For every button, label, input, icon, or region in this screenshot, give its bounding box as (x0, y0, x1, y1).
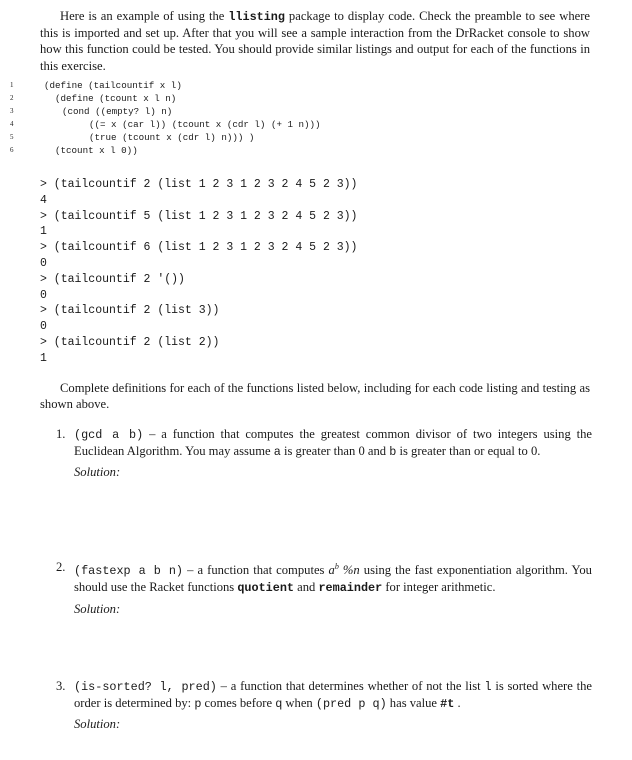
code-expr: (pred p q) (315, 697, 387, 712)
repl-input-line: > (tailcountif 2 (list 3)) (40, 304, 220, 318)
intro-text-1: Here is an example of using the (60, 9, 229, 23)
item-description: – a function that computes the greatest common divisor of two integers using the Euclidean Algorithm. You may assume (74, 427, 593, 459)
code-text: (true (tcount x (cdr l) n))) ) (89, 132, 255, 144)
code-var: b (389, 445, 397, 460)
code-var: q (275, 697, 283, 712)
repl-output-line: 0 (40, 288, 47, 302)
item-description: is sorted where the order is determined by: (74, 679, 593, 711)
code-text: (define (tailcountif x l) (44, 80, 182, 91)
repl-output-line: 1 (40, 351, 47, 365)
code-fn: quotient (237, 581, 294, 596)
exercise-item-2 (56, 559, 592, 617)
code-fn: remainder (318, 581, 383, 596)
line-number: 6 (10, 146, 14, 155)
repl-output-line: 0 (40, 320, 47, 334)
repl-output-line: 1 (40, 225, 47, 239)
code-text: (cond ((empty? l) n) (62, 106, 173, 118)
intro-paragraph (40, 8, 590, 74)
instructions-text: Complete definitions for each of the functions listed below, including for each code listing and testing as shown above. (40, 381, 590, 412)
repl-input-line: > (tailcountif 6 (list 1 2 3 1 2 3 2 4 5 2 3)) (40, 241, 358, 255)
function-signature: (gcd a b) (74, 428, 144, 442)
item-description: for integer arithmetic. (382, 580, 496, 595)
code-text: ((= x (car l)) (tcount x (cdr l) (+ 1 n))) (89, 119, 321, 131)
exercise-item-3 (56, 678, 592, 733)
item-number: 2. (56, 560, 66, 574)
item-number: 1. (56, 427, 66, 441)
item-description: is greater than 0 and (280, 444, 390, 459)
code-literal: #t (440, 697, 455, 712)
repl-input-line: > (tailcountif 2 '()) (40, 272, 185, 286)
instructions-paragraph (40, 380, 590, 412)
function-signature: (fastexp a b n) (74, 564, 183, 579)
line-number: 2 (10, 94, 14, 103)
code-text: (tcount x l 0)) (55, 145, 138, 157)
line-number: 4 (10, 120, 14, 129)
math-exponent: b (334, 562, 339, 571)
item-description: – a function that determines whether of not the list (216, 679, 485, 693)
item-description: when (282, 696, 316, 711)
math-modulus: %n (338, 563, 360, 578)
item-description: has value (386, 696, 441, 711)
line-number: 3 (10, 107, 14, 116)
repl-input-line: > (tailcountif 5 (list 1 2 3 1 2 3 2 4 5 2 3)) (40, 209, 358, 223)
line-number: 5 (10, 133, 14, 142)
package-name: llisting (228, 10, 285, 24)
repl-output (40, 177, 357, 367)
item-description: . (454, 696, 461, 711)
line-number: 1 (10, 81, 14, 89)
math-var: a (328, 563, 335, 578)
solution-label: Solution: (74, 465, 121, 480)
code-var: p (194, 697, 202, 712)
repl-input-line: > (tailcountif 2 (list 2)) (40, 335, 220, 349)
solution-label: Solution: (74, 601, 121, 616)
solution-label: Solution: (74, 717, 121, 732)
item-description: is greater than or equal to 0. (396, 444, 541, 459)
item-description: comes before (201, 696, 276, 711)
code-var: a (273, 445, 281, 460)
item-number: 3. (56, 679, 66, 693)
item-description: using the fast exponentiation algorithm. You should use the Racket functions (74, 563, 592, 595)
intro-text-2: package to display code. Check the preamble to see where this is imported and set up. After that you will see a sample interaction from the DrRacket console to show how this function could be tested. You should provide similar listings and output for each of the functions in this exercise. (40, 9, 590, 73)
item-description: – a function that computes (183, 563, 329, 578)
repl-output-line: 4 (40, 193, 47, 207)
repl-input-line: > (tailcountif 2 (list 1 2 3 1 2 3 2 4 5 2 3)) (40, 178, 358, 191)
function-signature: (is-sorted? l, pred) (74, 680, 217, 694)
exercise-item-1 (56, 426, 592, 481)
code-text: (define (tcount x l n) (55, 93, 177, 105)
code-var: l (484, 680, 492, 694)
repl-output-line: 0 (40, 256, 47, 270)
item-description: and (293, 580, 319, 595)
